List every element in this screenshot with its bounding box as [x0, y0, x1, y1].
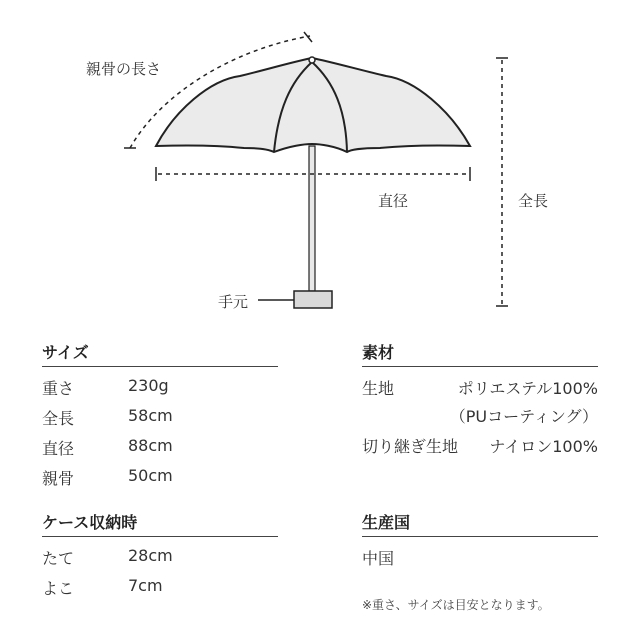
origin-divider	[362, 536, 598, 537]
case-value-width: 7cm	[128, 576, 163, 595]
size-section-title: サイズ	[42, 343, 89, 362]
sizing-note: ※重さ、サイズは目安となります。	[362, 598, 550, 612]
umbrella-shaft	[309, 146, 315, 291]
fabric-value: ポリエステル100%	[457, 379, 598, 398]
lining-value: ナイロン100%	[489, 437, 598, 456]
umbrella-canopy	[156, 58, 470, 152]
fabric-value-sub: （PUコーティング）	[449, 407, 598, 426]
umbrella-handle	[294, 291, 332, 308]
material-divider	[362, 366, 598, 367]
rib-length-label: 親骨の長さ	[86, 60, 162, 78]
case-label-height: たて	[42, 549, 75, 568]
total-length-label: 全長	[518, 192, 549, 210]
size-label-weight: 重さ	[42, 379, 75, 398]
lining-label: 切り継ぎ生地	[362, 437, 459, 456]
size-value-diameter: 88cm	[128, 436, 173, 455]
case-section-title: ケース収納時	[42, 513, 138, 532]
origin-section-title: 生産国	[362, 513, 411, 532]
handle-label: 手元	[218, 293, 249, 311]
umbrella-tip	[309, 57, 315, 63]
case-value-height: 28cm	[128, 546, 173, 565]
material-section-title: 素材	[362, 343, 395, 362]
size-divider	[42, 366, 278, 367]
diameter-label: 直径	[378, 192, 409, 210]
fabric-label: 生地	[362, 379, 395, 398]
size-label-total-length: 全長	[42, 409, 75, 428]
size-label-diameter: 直径	[42, 439, 75, 458]
case-divider	[42, 536, 278, 537]
case-label-width: よこ	[42, 579, 75, 598]
size-label-rib: 親骨	[42, 469, 75, 488]
origin-value: 中国	[362, 549, 395, 568]
size-value-rib: 50cm	[128, 466, 173, 485]
size-value-total-length: 58cm	[128, 406, 173, 425]
size-value-weight: 230g	[128, 376, 169, 395]
